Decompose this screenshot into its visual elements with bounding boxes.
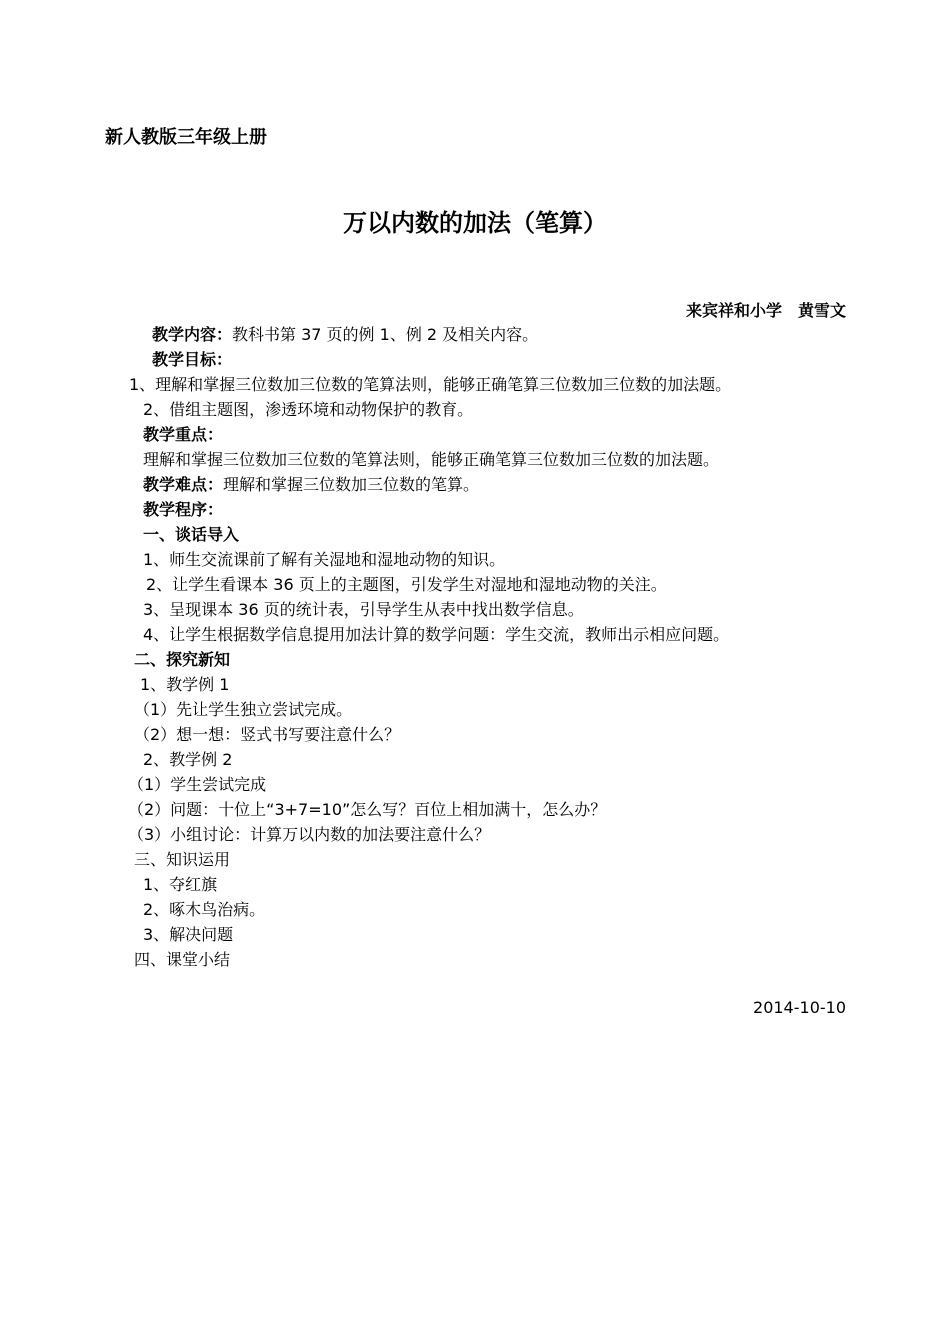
content-line [152, 325, 538, 345]
section2-item-3: （2）想一想：竖式书写要注意什么？ [134, 725, 401, 744]
section2-item-6: （2）问题：十位上“3+7=10”怎么写？百位上相加满十，怎么办？ [128, 800, 607, 819]
section1-heading: 一、谈话导入 [143, 525, 240, 544]
section2-item-4: 2、教学例 2 [143, 750, 233, 769]
content-label: 教学内容： [152, 325, 233, 344]
difficulty-text: 理解和掌握三位数加三位数的笔算。 [223, 475, 480, 494]
section1-item-2: 2、让学生看课本 36 页上的主题图，引发学生对湿地和湿地动物的关注。 [146, 575, 667, 594]
section1-item-4: 4、让学生根据数学信息提用加法计算的数学问题：学生交流，教师出示相应问题。 [143, 625, 730, 644]
difficulty-line [143, 475, 479, 495]
section2-item-2: （1）先让学生独立尝试完成。 [134, 700, 353, 719]
section4-heading: 四、课堂小结 [134, 950, 231, 969]
difficulty-label: 教学难点： [143, 475, 224, 494]
goal-item-2: 2、借组主题图，渗透环境和动物保护的教育。 [143, 400, 474, 419]
author-line: 来宾祥和小学 黄雪文 [685, 301, 846, 320]
section1-item-3: 3、呈现课本 36 页的统计表，引导学生从表中找出数学信息。 [143, 600, 584, 619]
section1-item-1: 1、师生交流课前了解有关湿地和湿地动物的知识。 [143, 550, 506, 569]
key-point-label: 教学重点： [143, 425, 224, 444]
goal-item-1: 1、理解和掌握三位数加三位数的笔算法则，能够正确笔算三位数加三位数的加法题。 [129, 375, 732, 394]
page-title: 万以内数的加法（笔算） [343, 209, 607, 237]
section2-heading: 二、探究新知 [134, 650, 231, 669]
section3-item-3: 3、解决问题 [143, 925, 234, 944]
edition-label: 新人教版三年级上册 [105, 127, 267, 148]
section2-item-1: 1、教学例 1 [140, 675, 230, 694]
procedure-label: 教学程序： [143, 500, 224, 519]
section2-item-5: （1）学生尝试完成 [128, 775, 267, 794]
goals-label: 教学目标： [152, 350, 233, 369]
key-point-text: 理解和掌握三位数加三位数的笔算法则，能够正确笔算三位数加三位数的加法题。 [143, 450, 720, 469]
section2-item-7: （3）小组讨论：计算万以内数的加法要注意什么？ [128, 825, 491, 844]
content-text: 教科书第 37 页的例 1、例 2 及相关内容。 [232, 325, 539, 344]
section3-item-1: 1、夺红旗 [143, 875, 218, 894]
document-date: 2014-10-10 [753, 998, 846, 1017]
section3-heading: 三、知识运用 [134, 850, 231, 869]
section3-item-2: 2、啄木鸟治病。 [143, 900, 266, 919]
